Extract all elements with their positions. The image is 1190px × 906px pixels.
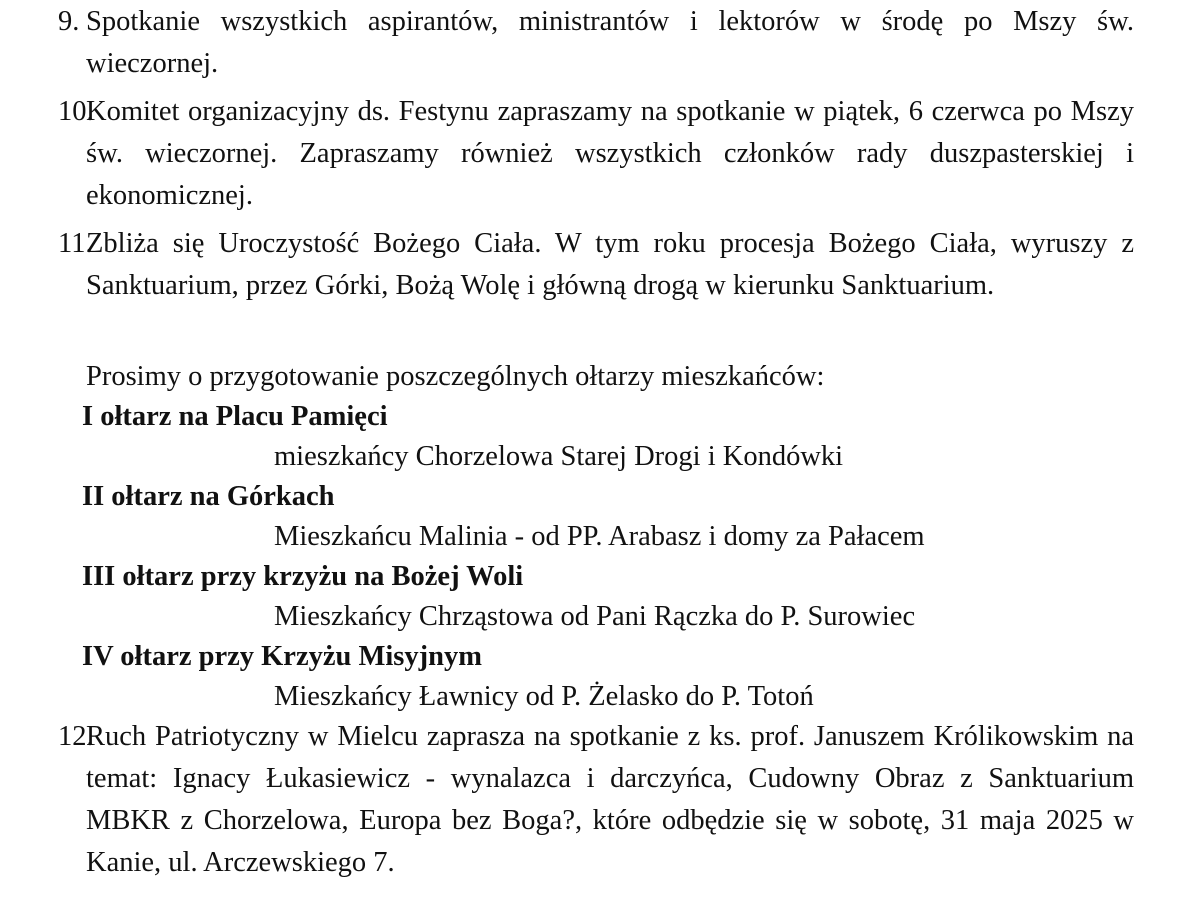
announcement-item-10 — [58, 91, 1134, 217]
announcement-item-12 — [58, 716, 1134, 884]
altar-title: I ołtarz na Placu Pamięci — [82, 401, 388, 432]
item-text: Zbliża się Uroczystość Bożego Ciała. W tym roku procesja Bożego Ciała, wyruszy z Sanktuarium, przez Górki, Bożą Wolę i główną drogą w kierunku Sanktuarium. — [86, 228, 1134, 301]
altar-title: IV ołtarz przy Krzyżu Misyjnym — [82, 641, 482, 672]
altar-title: II ołtarz na Górkach — [82, 481, 335, 512]
item-number: 12. — [58, 721, 94, 752]
altar-title: III ołtarz przy krzyżu na Bożej Woli — [82, 561, 524, 592]
announcement-item-11 — [58, 223, 1134, 307]
item-text: Komitet organizacyjny ds. Festynu zapraszamy na spotkanie w piątek, 6 czerwca po Mszy św. wieczornej. Zapraszamy również wszystkich członków rady duszpasterskiej i ekonomicznej. — [86, 96, 1134, 211]
altar-residents: Mieszkańcu Malinia - od PP. Arabasz i domy za Pałacem — [274, 521, 925, 552]
item-text: Ruch Patriotyczny w Mielcu zaprasza na spotkanie z ks. prof. Januszem Królikowskim na temat: Ignacy Łukasiewicz - wynalazca i darczyńca, Cudowny Obraz z Sanktuarium MBKR z Chorzelowa, Europa bez Boga?, które odbędzie się w sobotę, 31 maja 2025 w Kanie, ul. Arczewskiego 7. — [86, 721, 1134, 878]
item-number: 9. — [58, 6, 80, 37]
item-number: 10. — [58, 96, 94, 127]
item-number: 11. — [58, 228, 93, 259]
item-text: Spotkanie wszystkich aspirantów, ministrantów i lektorów w środę po Mszy św. wieczornej. — [86, 6, 1134, 79]
altars-intro: Prosimy o przygotowanie poszczególnych ołtarzy mieszkańców: — [86, 361, 825, 392]
altar-residents: Mieszkańcy Ławnicy od P. Żelasko do P. Totoń — [274, 681, 814, 712]
altar-residents: mieszkańcy Chorzelowa Starej Drogi i Kondówki — [274, 441, 844, 472]
altar-residents: Mieszkańcy Chrząstowa od Pani Rączka do P. Surowiec — [274, 601, 916, 632]
announcement-item-9 — [58, 1, 1134, 85]
